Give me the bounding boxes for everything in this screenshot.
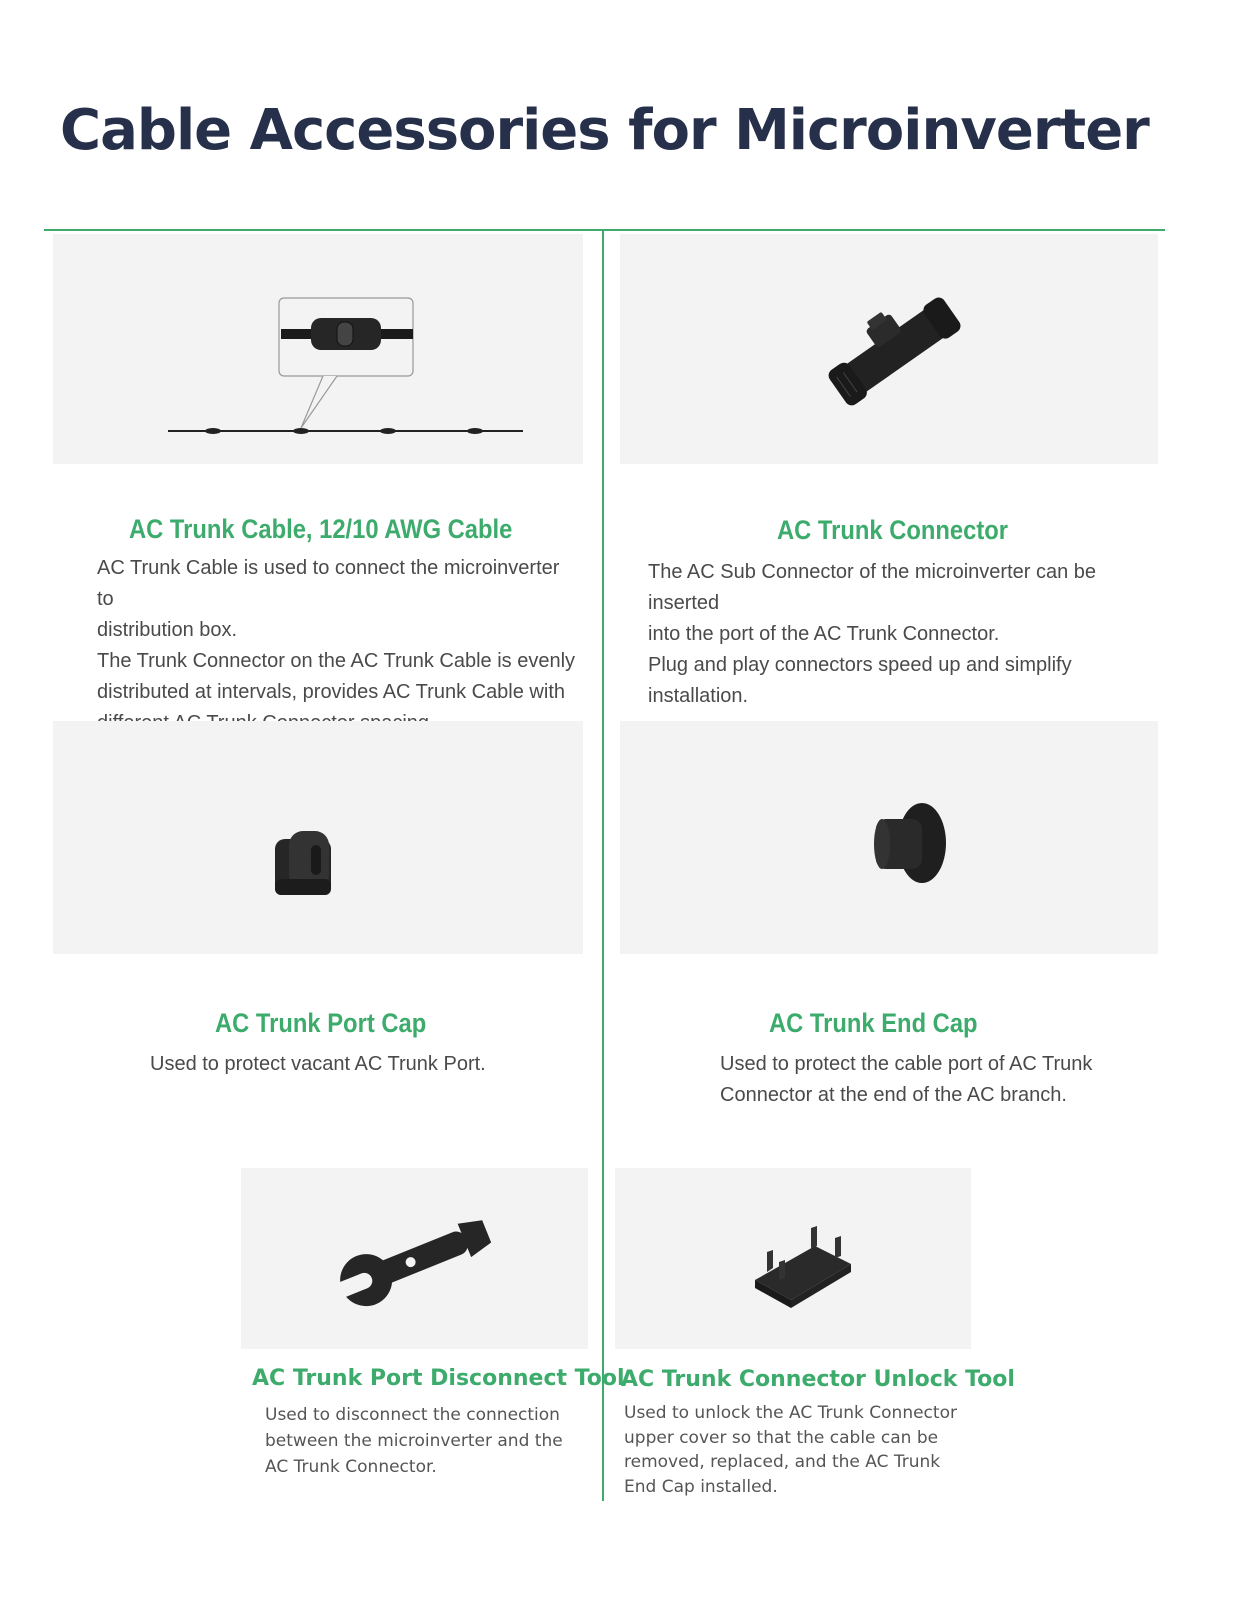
description-line: End Cap installed. xyxy=(624,1476,778,1497)
item-title: AC Trunk Port Cap xyxy=(215,1008,427,1038)
description-line: between the microinverter and the xyxy=(265,1431,563,1451)
description-line: AC Trunk Cable is used to connect the microinverter to xyxy=(97,557,560,610)
trunk-cable-icon xyxy=(53,234,583,464)
item-title: AC Trunk Connector Unlock Tool xyxy=(621,1367,1015,1392)
item-title: AC Trunk Cable, 12/10 AWG Cable xyxy=(129,514,513,544)
item-description xyxy=(97,553,577,739)
description-line: into the port of the AC Trunk Connector. xyxy=(648,623,1000,645)
item-title: AC Trunk Port Disconnect Tool xyxy=(252,1366,625,1391)
description-line: The Trunk Connector on the AC Trunk Cable is evenly xyxy=(97,650,576,672)
wrench-icon xyxy=(241,1168,588,1349)
top-divider xyxy=(44,229,1165,231)
item-description xyxy=(150,1049,570,1080)
description-line: Connector at the end of the AC branch. xyxy=(720,1084,1067,1106)
end-cap-icon xyxy=(620,721,1158,954)
item-description xyxy=(648,557,1158,712)
item-title: AC Trunk Connector xyxy=(777,515,1009,545)
description-line: distribution box. xyxy=(97,619,238,641)
description-line: removed, replaced, and the AC Trunk xyxy=(624,1452,941,1472)
item-description xyxy=(265,1402,585,1480)
description-line: AC Trunk Connector. xyxy=(265,1457,437,1477)
center-divider xyxy=(602,231,604,1501)
description-line: Used to disconnect the connection xyxy=(265,1405,560,1425)
disconnect-tool-image xyxy=(241,1168,588,1349)
end-cap-image xyxy=(620,721,1158,954)
item-title: AC Trunk End Cap xyxy=(769,1008,978,1038)
description-line: Used to protect the cable port of AC Trunk xyxy=(720,1053,1093,1075)
description-line: distributed at intervals, provides AC Trunk Cable with xyxy=(97,681,565,703)
description-line: Plug and play connectors speed up and simplify installation. xyxy=(648,654,1072,707)
description-line: upper cover so that the cable can be xyxy=(624,1427,939,1448)
port-cap-icon xyxy=(53,721,583,954)
port-cap-image xyxy=(53,721,583,954)
unlock-tool-image xyxy=(615,1168,971,1349)
unlock-tool-icon xyxy=(615,1168,971,1349)
item-description xyxy=(624,1401,964,1499)
description-line: Used to protect vacant AC Trunk Port. xyxy=(150,1053,486,1075)
trunk-cable-image xyxy=(53,234,583,464)
page-title: Cable Accessories for Microinverter xyxy=(60,98,1149,163)
description-line: The AC Sub Connector of the microinverter can be inserted xyxy=(648,561,1097,614)
trunk-connector-icon xyxy=(620,234,1158,464)
description-line: Used to unlock the AC Trunk Connector xyxy=(624,1403,957,1423)
item-description xyxy=(720,1049,1140,1111)
trunk-connector-image xyxy=(620,234,1158,464)
